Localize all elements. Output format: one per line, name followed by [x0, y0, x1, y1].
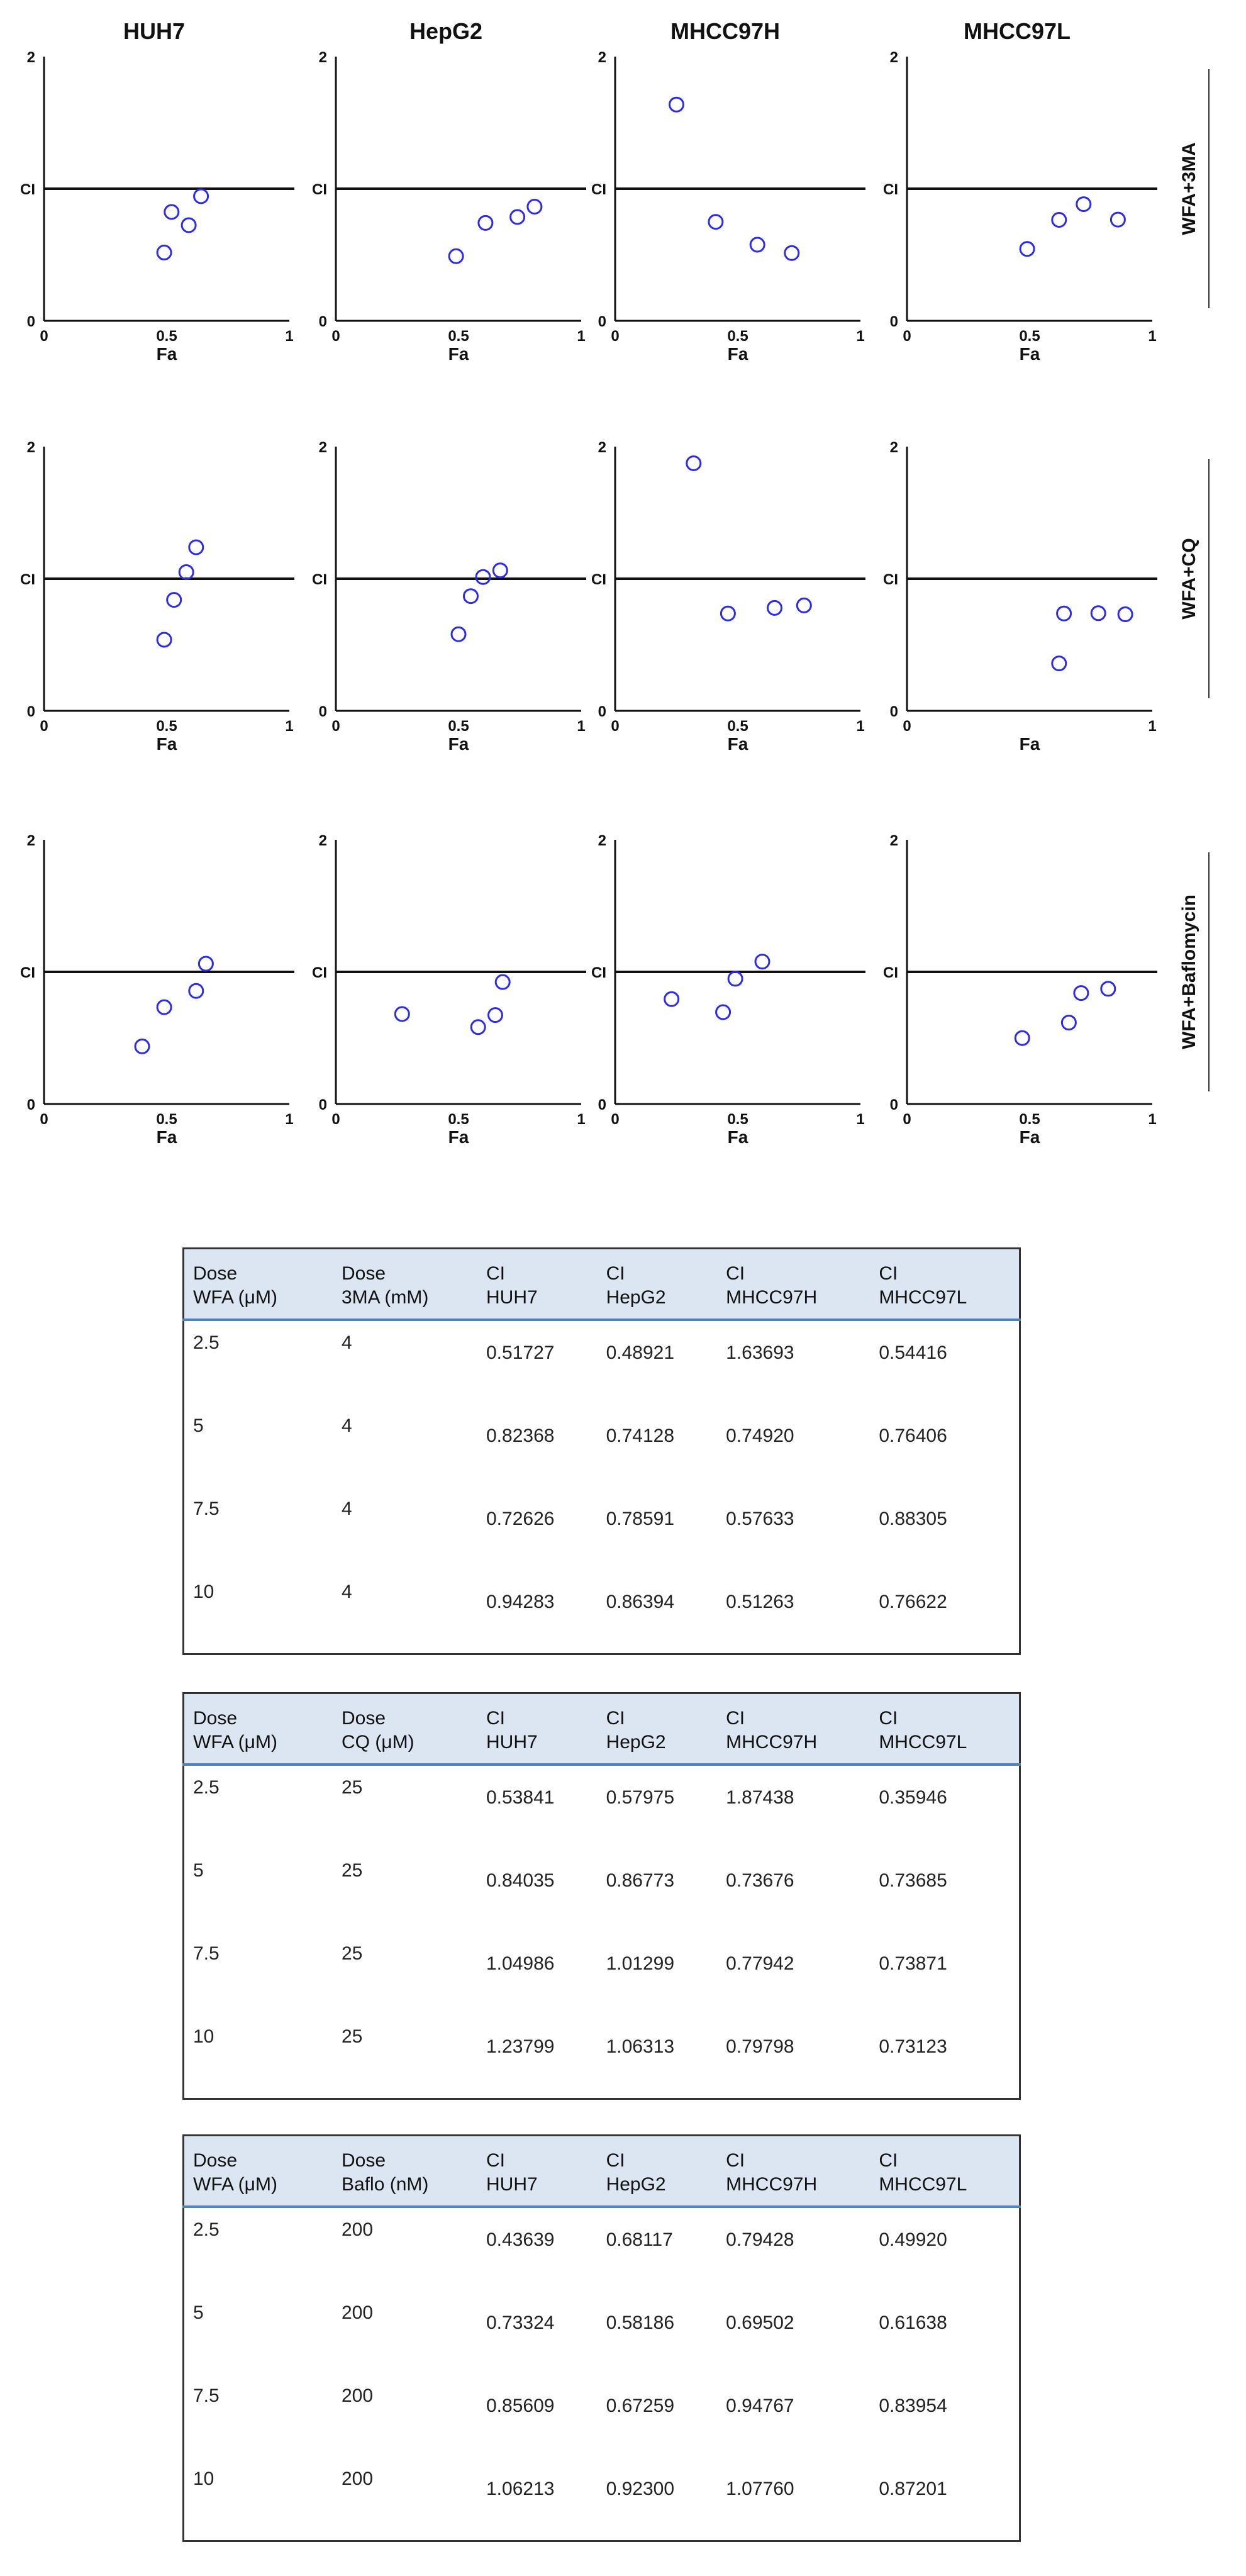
header-cell — [870, 1693, 1020, 1765]
column-title-hepg2: HepG2 — [409, 18, 483, 44]
header-line: CI — [879, 2150, 898, 2171]
header-line: CI — [606, 1708, 625, 1729]
panel-1-2-y-tick-0: 0 — [598, 703, 606, 720]
ci-value-cell: 0.94767 — [726, 2395, 794, 2416]
panel-1-0-point-0 — [157, 633, 171, 647]
header-line: HepG2 — [606, 1732, 666, 1753]
panel-1-0-point-1 — [167, 593, 181, 607]
panel-2-0-point-1 — [157, 1000, 171, 1014]
dose-cell: 5 — [193, 1415, 204, 1436]
panel-0-2-point-3 — [785, 246, 799, 260]
table-row — [184, 1932, 1020, 2015]
dose-cell: 2.5 — [193, 1332, 220, 1353]
panel-2-3-y-tick-0: 0 — [889, 1096, 898, 1113]
panel-2-2-y-tick-1: CI — [591, 964, 606, 981]
header-line: Dose — [342, 1708, 386, 1729]
dose-cell: 10 — [193, 1581, 214, 1602]
panel-1-0-point-3 — [189, 540, 203, 554]
table-row — [184, 2374, 1020, 2457]
header-line: MHCC97H — [726, 1732, 818, 1753]
panel-0-3-x-label: Fa — [1019, 344, 1040, 364]
panel-1-1-x-tick-2: 1 — [577, 718, 586, 735]
panel-0-3-point-1 — [1052, 213, 1066, 227]
panel-0-3-y-tick-1: CI — [883, 181, 898, 198]
dose-cell: 7.5 — [193, 2385, 220, 2406]
panel-1-0-x-tick-2: 1 — [285, 718, 294, 735]
panel-1-0-x-tick-1: 0.5 — [156, 718, 177, 735]
panel-2-2-x-label: Fa — [727, 1127, 748, 1147]
panel-2-2-point-3 — [755, 955, 769, 969]
scatter-panel-grid — [0, 0, 1246, 1195]
header-line: CQ (μM) — [342, 1732, 414, 1753]
panel-2-1-y-tick-0: 0 — [318, 1096, 327, 1113]
column-title-huh7: HUH7 — [123, 18, 186, 44]
ci-value-cell: 0.73685 — [879, 1870, 947, 1891]
panel-1-0-y-tick-0: 0 — [26, 703, 35, 720]
panel-0-2-point-0 — [670, 98, 684, 111]
panel-0-1-y-tick-0: 0 — [318, 313, 327, 330]
table-row — [184, 1570, 1020, 1654]
ci-value-cell: 0.48921 — [606, 1342, 675, 1363]
header-line: Dose — [342, 2150, 386, 2171]
ci-value-cell: 0.83954 — [879, 2395, 947, 2416]
ci-value-cell: 0.87201 — [879, 2478, 947, 2499]
header-cell — [333, 1693, 477, 1765]
panel-2-1-point-2 — [489, 1008, 503, 1022]
panel-2-1-x-tick-2: 1 — [577, 1111, 586, 1128]
table-row — [184, 1849, 1020, 1932]
dose-cell: 5 — [193, 2302, 204, 2323]
dose-cell: 5 — [193, 1860, 204, 1881]
ci-table-3ma — [182, 1247, 1021, 1655]
panel-2-1-x-tick-1: 0.5 — [448, 1111, 469, 1128]
panel-2-1-point-0 — [395, 1007, 409, 1021]
header-line: WFA (μM) — [193, 1732, 277, 1753]
panel-1-0-y-tick-1: CI — [20, 571, 35, 588]
dose-cell: 4 — [342, 1332, 352, 1353]
panel-1-2-point-0 — [687, 456, 701, 470]
panel-1-2-point-1 — [721, 606, 735, 620]
ci-value-cell: 0.61638 — [879, 2312, 947, 2333]
panel-0-1-point-0 — [449, 249, 463, 263]
dose-cell: 2.5 — [193, 1777, 220, 1798]
ci-value-cell: 0.76406 — [879, 1425, 947, 1446]
panel-2-3-point-0 — [1015, 1031, 1029, 1045]
panel-2-0-x-tick-1: 0.5 — [156, 1111, 177, 1128]
header-cell — [333, 2136, 477, 2207]
panel-1-1-y-tick-1: CI — [312, 571, 327, 588]
panel-0-3-x-tick-2: 1 — [1148, 328, 1157, 345]
panel-1-3-x-tick-2: 1 — [1148, 718, 1157, 735]
panel-1-2-x-tick-2: 1 — [856, 718, 865, 735]
panel-2-2-x-tick-0: 0 — [611, 1111, 620, 1128]
ci-value-cell: 0.35946 — [879, 1787, 947, 1808]
ci-table-baflomycin — [182, 2134, 1021, 2542]
panel-2-3-point-3 — [1101, 982, 1115, 996]
header-cell — [717, 1249, 870, 1320]
column-title-mhcc97l: MHCC97L — [963, 18, 1071, 44]
table-row — [184, 1765, 1020, 1849]
dose-cell: 4 — [342, 1581, 352, 1602]
panel-0-3-point-2 — [1077, 198, 1091, 211]
panel-0-0-y-tick-1: CI — [20, 181, 35, 198]
ci-value-cell: 0.54416 — [879, 1342, 947, 1363]
dose-cell: 200 — [342, 2385, 374, 2406]
panel-2-2-x-tick-1: 0.5 — [727, 1111, 748, 1128]
panel-1-1-point-1 — [464, 589, 478, 603]
dose-cell: 25 — [342, 1943, 363, 1964]
panel-0-1-point-1 — [479, 216, 492, 230]
panel-2-0-point-3 — [199, 957, 213, 971]
header-line: CI — [486, 2150, 505, 2171]
panel-0-0-x-tick-2: 1 — [285, 328, 294, 345]
panel-0-0-x-tick-1: 0.5 — [156, 328, 177, 345]
panel-1-3-y-tick-0: 0 — [889, 703, 898, 720]
panel-1-1-y-tick-0: 0 — [318, 703, 327, 720]
panel-1-0-y-tick-2: 2 — [26, 439, 35, 456]
panel-2-1-x-label: Fa — [448, 1127, 469, 1147]
header-line: CI — [486, 1708, 505, 1729]
header-cell — [184, 2136, 333, 2207]
header-cell — [598, 1693, 718, 1765]
ci-value-cell: 0.78591 — [606, 1508, 675, 1529]
table-row — [184, 2207, 1020, 2291]
panel-2-2-y-tick-0: 0 — [598, 1096, 606, 1113]
table-row — [184, 2457, 1020, 2541]
ci-value-cell: 0.51727 — [486, 1342, 555, 1363]
dose-cell: 10 — [193, 2026, 214, 2047]
panel-2-1-y-tick-2: 2 — [318, 832, 327, 849]
panel-0-0-point-1 — [182, 218, 196, 232]
ci-value-cell: 0.85609 — [486, 2395, 555, 2416]
panel-0-2-y-tick-1: CI — [591, 181, 606, 198]
dose-cell: 200 — [342, 2219, 374, 2240]
header-line: HUH7 — [486, 1287, 538, 1308]
header-cell — [477, 2136, 598, 2207]
ci-value-cell: 0.77942 — [726, 1953, 794, 1974]
panel-1-3-x-label: Fa — [1019, 734, 1040, 754]
panel-2-3-x-tick-0: 0 — [903, 1111, 911, 1128]
header-line: WFA (μM) — [193, 2174, 277, 2195]
panel-0-2-x-tick-2: 1 — [856, 328, 865, 345]
header-cell — [477, 1249, 598, 1320]
header-line: HepG2 — [606, 2174, 666, 2195]
header-line: MHCC97L — [879, 2174, 967, 2195]
ci-value-cell: 1.87438 — [726, 1787, 794, 1808]
row-label-wfa-3ma: WFA+3MA — [1179, 142, 1199, 235]
header-cell — [333, 1249, 477, 1320]
panel-2-3-x-label: Fa — [1019, 1127, 1040, 1147]
panel-0-2-point-2 — [750, 238, 764, 252]
ci-value-cell: 0.73324 — [486, 2312, 555, 2333]
dose-cell: 200 — [342, 2468, 374, 2489]
header-line: CI — [726, 1263, 745, 1284]
ci-value-cell: 1.07760 — [726, 2478, 794, 2499]
panel-1-1-x-tick-0: 0 — [331, 718, 340, 735]
panel-1-1-x-tick-1: 0.5 — [448, 718, 469, 735]
panel-1-0-x-label: Fa — [156, 734, 177, 754]
header-line: MHCC97L — [879, 1287, 967, 1308]
header-line: Dose — [193, 1263, 238, 1284]
panel-0-2-x-label: Fa — [727, 344, 748, 364]
table-row — [184, 2291, 1020, 2374]
panel-1-3-point-3 — [1118, 607, 1132, 621]
panel-0-1-x-tick-0: 0 — [331, 328, 340, 345]
panel-0-1-point-2 — [511, 210, 525, 224]
header-line: MHCC97H — [726, 2174, 818, 2195]
panel-0-0-y-tick-0: 0 — [26, 313, 35, 330]
ci-value-cell: 1.04986 — [486, 1953, 555, 1974]
header-cell — [598, 1249, 718, 1320]
header-line: HUH7 — [486, 2174, 538, 2195]
header-cell — [184, 1249, 333, 1320]
panel-0-1-y-tick-1: CI — [312, 181, 327, 198]
panel-0-0-point-0 — [157, 245, 171, 259]
header-line: CI — [879, 1263, 898, 1284]
panel-2-0-point-2 — [189, 984, 203, 998]
ci-value-cell: 0.73676 — [726, 1870, 794, 1891]
ci-value-cell: 0.76622 — [879, 1592, 947, 1612]
ci-value-cell: 0.92300 — [606, 2478, 675, 2499]
dose-cell: 25 — [342, 2026, 363, 2047]
panel-2-0-x-label: Fa — [156, 1127, 177, 1147]
panel-0-3-y-tick-2: 2 — [889, 49, 898, 66]
dose-cell: 200 — [342, 2302, 374, 2323]
header-line: CI — [726, 2150, 745, 2171]
header-cell — [184, 1693, 333, 1765]
panel-0-2-y-tick-0: 0 — [598, 313, 606, 330]
panel-2-2-y-tick-2: 2 — [598, 832, 606, 849]
panel-0-2-x-tick-1: 0.5 — [727, 328, 748, 345]
panel-2-0-y-tick-1: CI — [20, 964, 35, 981]
panel-1-2-x-tick-0: 0 — [611, 718, 620, 735]
panel-1-2-point-3 — [797, 598, 811, 612]
dose-cell: 25 — [342, 1860, 363, 1881]
header-cell — [477, 1693, 598, 1765]
panel-0-0-point-2 — [165, 205, 179, 219]
panel-1-1-y-tick-2: 2 — [318, 439, 327, 456]
panel-0-3-y-tick-0: 0 — [889, 313, 898, 330]
panel-0-2-point-1 — [709, 215, 723, 229]
panel-1-3-y-tick-2: 2 — [889, 439, 898, 456]
panel-2-0-x-tick-2: 1 — [285, 1111, 294, 1128]
panel-1-0-point-2 — [179, 566, 193, 579]
ci-value-cell: 0.43639 — [486, 2229, 555, 2250]
panel-2-3-y-tick-2: 2 — [889, 832, 898, 849]
ci-value-cell: 1.01299 — [606, 1953, 675, 1974]
panel-0-1-y-tick-2: 2 — [318, 49, 327, 66]
ci-value-cell: 0.73123 — [879, 2036, 947, 2057]
panel-0-0-point-3 — [194, 189, 208, 203]
ci-value-cell: 0.67259 — [606, 2395, 675, 2416]
panel-0-2-x-tick-0: 0 — [611, 328, 620, 345]
dose-cell: 2.5 — [193, 2219, 220, 2240]
dose-cell: 4 — [342, 1498, 352, 1519]
panel-0-3-point-3 — [1111, 213, 1125, 226]
ci-value-cell: 0.68117 — [606, 2229, 673, 2250]
panel-2-1-point-3 — [496, 975, 509, 989]
ci-value-cell: 0.69502 — [726, 2312, 794, 2333]
dose-cell: 10 — [193, 2468, 214, 2489]
panel-2-0-y-tick-0: 0 — [26, 1096, 35, 1113]
header-cell — [717, 2136, 870, 2207]
ci-value-cell: 0.82368 — [486, 1425, 555, 1446]
header-cell — [870, 2136, 1020, 2207]
panel-0-0-x-label: Fa — [156, 344, 177, 364]
dose-cell: 4 — [342, 1415, 352, 1436]
panel-2-3-x-tick-1: 0.5 — [1019, 1111, 1040, 1128]
table-header-row — [184, 1693, 1020, 1765]
panel-2-1-point-1 — [471, 1020, 485, 1034]
ci-value-cell: 0.72626 — [486, 1508, 555, 1529]
panel-1-1-point-0 — [452, 627, 465, 641]
panel-2-2-point-0 — [665, 992, 679, 1006]
dose-cell: 7.5 — [193, 1498, 220, 1519]
panel-0-3-point-0 — [1020, 242, 1034, 256]
panel-2-0-point-0 — [135, 1039, 149, 1053]
ci-value-cell: 0.74128 — [606, 1425, 675, 1446]
ci-value-cell: 0.74920 — [726, 1425, 794, 1446]
panel-2-3-point-1 — [1062, 1016, 1076, 1030]
panel-0-1-x-label: Fa — [448, 344, 469, 364]
header-line: HUH7 — [486, 1732, 538, 1753]
table-row — [184, 1487, 1020, 1570]
ci-value-cell: 0.84035 — [486, 1870, 555, 1891]
panel-2-2-point-1 — [716, 1005, 730, 1019]
panel-2-0-x-tick-0: 0 — [40, 1111, 48, 1128]
header-cell — [870, 1249, 1020, 1320]
ci-value-cell: 1.06213 — [486, 2478, 555, 2499]
header-line: Dose — [193, 1708, 238, 1729]
header-line: CI — [879, 1708, 898, 1729]
panel-0-3-x-tick-0: 0 — [903, 328, 911, 345]
panel-1-2-y-tick-1: CI — [591, 571, 606, 588]
ci-value-cell: 0.58186 — [606, 2312, 675, 2333]
column-title-mhcc97h: MHCC97H — [670, 18, 781, 44]
row-label-wfa-baflomycin: WFA+Baflomycin — [1179, 895, 1199, 1049]
header-line: Dose — [193, 2150, 238, 2171]
panel-2-3-y-tick-1: CI — [883, 964, 898, 981]
header-line: MHCC97H — [726, 1287, 818, 1308]
panel-0-1-point-3 — [528, 200, 542, 214]
ci-value-cell: 0.51263 — [726, 1592, 794, 1612]
panel-0-0-x-tick-0: 0 — [40, 328, 48, 345]
ci-value-cell: 0.79798 — [726, 2036, 794, 2057]
panel-1-0-x-tick-0: 0 — [40, 718, 48, 735]
panel-1-3-x-tick-0: 0 — [903, 718, 911, 735]
panel-1-1-point-3 — [493, 564, 507, 577]
table-row — [184, 1320, 1020, 1404]
ci-value-cell: 0.88305 — [879, 1508, 947, 1529]
panel-1-3-point-2 — [1091, 606, 1105, 620]
ci-value-cell: 0.49920 — [879, 2229, 947, 2250]
panel-2-1-x-tick-0: 0 — [331, 1111, 340, 1128]
header-line: WFA (μM) — [193, 1287, 277, 1308]
ci-value-cell: 1.23799 — [486, 2036, 555, 2057]
panel-1-3-point-0 — [1052, 657, 1066, 671]
row-label-wfa-cq: WFA+CQ — [1179, 538, 1199, 620]
ci-value-cell: 1.63693 — [726, 1342, 794, 1363]
panel-1-2-point-2 — [768, 601, 782, 615]
ci-value-cell: 0.86773 — [606, 1870, 675, 1891]
panel-2-2-point-2 — [728, 972, 742, 986]
panel-1-2-x-tick-1: 0.5 — [727, 718, 748, 735]
header-line: CI — [606, 2150, 625, 2171]
panel-0-1-x-tick-1: 0.5 — [448, 328, 469, 345]
dose-cell: 25 — [342, 1777, 363, 1798]
panel-1-2-y-tick-2: 2 — [598, 439, 606, 456]
ci-value-cell: 0.53841 — [486, 1787, 555, 1808]
header-line: Dose — [342, 1263, 386, 1284]
panel-2-3-x-tick-2: 1 — [1148, 1111, 1157, 1128]
panel-2-3-point-2 — [1074, 986, 1088, 1000]
panel-1-3-y-tick-1: CI — [883, 571, 898, 588]
ci-value-cell: 0.57975 — [606, 1787, 675, 1808]
header-line: 3MA (mM) — [342, 1287, 429, 1308]
panel-1-1-point-2 — [476, 570, 490, 584]
panel-0-3-x-tick-1: 0.5 — [1019, 328, 1040, 345]
ci-value-cell: 0.86394 — [606, 1592, 675, 1612]
table-header-row — [184, 1249, 1020, 1320]
panel-0-0-y-tick-2: 2 — [26, 49, 35, 66]
header-line: CI — [726, 1708, 745, 1729]
table-row — [184, 2015, 1020, 2099]
panel-0-1-x-tick-2: 1 — [577, 328, 586, 345]
panel-2-0-y-tick-2: 2 — [26, 832, 35, 849]
header-cell — [717, 1693, 870, 1765]
ci-value-cell: 0.73871 — [879, 1953, 947, 1974]
ci-value-cell: 1.06313 — [606, 2036, 675, 2057]
header-line: CI — [486, 1263, 505, 1284]
table-row — [184, 1404, 1020, 1487]
ci-value-cell: 0.57633 — [726, 1508, 794, 1529]
panel-1-3-point-1 — [1057, 606, 1071, 620]
header-line: HepG2 — [606, 1287, 666, 1308]
panel-1-2-x-label: Fa — [727, 734, 748, 754]
header-cell — [598, 2136, 718, 2207]
header-line: MHCC97L — [879, 1732, 967, 1753]
header-line: CI — [606, 1263, 625, 1284]
panel-2-2-x-tick-2: 1 — [856, 1111, 865, 1128]
ci-table-cq — [182, 1692, 1021, 2100]
table-header-row — [184, 2136, 1020, 2207]
dose-cell: 7.5 — [193, 1943, 220, 1964]
header-line: Baflo (nM) — [342, 2174, 429, 2195]
panel-1-1-x-label: Fa — [448, 734, 469, 754]
ci-value-cell: 0.94283 — [486, 1592, 555, 1612]
panel-0-2-y-tick-2: 2 — [598, 49, 606, 66]
panel-2-1-y-tick-1: CI — [312, 964, 327, 981]
ci-value-cell: 0.79428 — [726, 2229, 794, 2250]
